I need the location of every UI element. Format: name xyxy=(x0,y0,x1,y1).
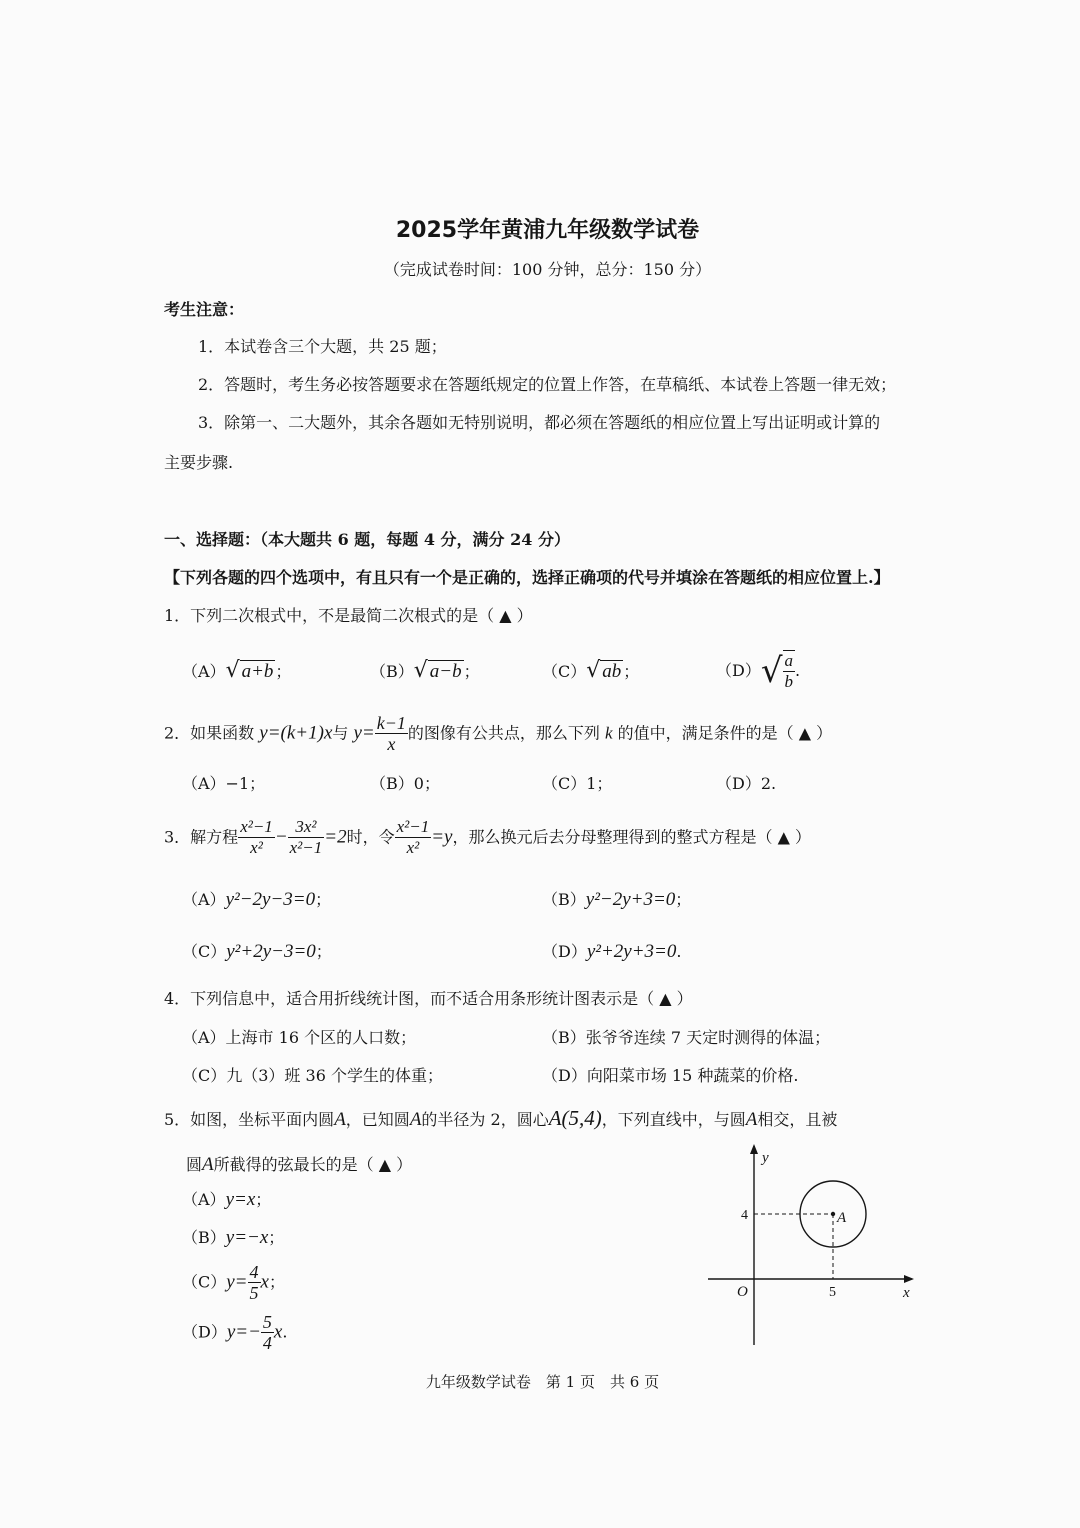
option-end: ； xyxy=(623,662,640,681)
q5-option-d: （D）y=− $\frac{5}{4}$ x. xyxy=(182,1312,288,1353)
notice-item-2: 2．答题时，考生务必按答题要求在答题纸规定的位置上作答，在草稿纸、本试卷上答题一律无效； xyxy=(198,375,897,394)
fraction: $\frac{4}{5}$ xyxy=(249,1262,259,1303)
page-title: 2025学年黄浦九年级数学试卷 xyxy=(395,218,700,243)
q4-option-d: （D）向阳菜市场 15 种蔬菜的价格. xyxy=(542,1066,799,1085)
section-instruction: 【下列各题的四个选项中，有且只有一个是正确的，选择正确项的代号并填涂在答题纸的相应位置上.】 xyxy=(164,568,890,587)
q1-option-d xyxy=(716,650,800,692)
y-tick-label: 4 xyxy=(741,1208,748,1223)
q4-option-b: （B）张爷爷连续 7 天定时测得的体温； xyxy=(542,1028,831,1047)
q3-stem: 3．解方程 $\frac{\text{x²−1}}{\text{x²}}$ − $\frac{\text{3x²}}{\text{x²−1}}$ =2时，令 $\frac{\text{x²−1}}{\text{x²}}$ =y，那么换元后去分母整理得到的整式方程是（ ▲ ） xyxy=(164,817,811,857)
page-subtitle: （完成试卷时间：100 分钟，总分：150 分） xyxy=(383,260,712,279)
fraction: $\frac{\text{3x²}}{\text{x²−1}}$ xyxy=(289,817,323,857)
point-a-label: A xyxy=(837,1210,847,1226)
q1-option-a xyxy=(182,660,291,682)
q5-option-a: （A）y=x； xyxy=(182,1189,272,1210)
y-axis-label: y xyxy=(762,1150,769,1166)
q5-option-c: （C）y= $\frac{4}{5}$ x； xyxy=(182,1262,285,1303)
q4-stem: 4．下列信息中，适合用折线统计图，而不适合用条形统计图表示是（ ▲ ） xyxy=(164,989,693,1008)
notice-item-3-cont: 主要步骤. xyxy=(164,453,234,472)
origin-label: O xyxy=(737,1284,748,1300)
q4-option-a: （A）上海市 16 个区的人口数； xyxy=(182,1028,417,1047)
option-end: . xyxy=(795,661,801,680)
q3-option-a: （A）y²−2y−3=0； xyxy=(182,889,332,910)
option-expr: a−b xyxy=(429,661,462,682)
q2-expr1: y=(k+1)x xyxy=(259,722,333,744)
q2-option-c: （C）1； xyxy=(542,774,613,793)
q1-option-b xyxy=(370,660,480,682)
notice-item-3: 3．除第一、二大题外，其余各题如无特别说明，都必须在答题纸的相应位置上写出证明或计算的 xyxy=(198,413,881,432)
y-axis-arrow-icon xyxy=(750,1144,758,1154)
fraction: $\frac{\text{x²−1}}{\text{x²}}$ xyxy=(240,817,273,857)
option-expr: a+b xyxy=(241,661,274,682)
q2-option-b: （B）0； xyxy=(370,774,440,793)
coordinate-figure xyxy=(700,1140,930,1350)
sqrt-icon: √ xyxy=(586,658,601,683)
option-expr: ab xyxy=(602,661,622,682)
option-label: （C） xyxy=(542,662,587,681)
q5-stem: 5．如图，坐标平面内圆A，已知圆A的半径为 2，圆心A(5,4)，下列直线中，与圆A相交，且被 xyxy=(164,1106,838,1130)
q1-stem: 1．下列二次根式中，不是最简二次根式的是（ ▲ ） xyxy=(164,606,533,625)
fraction: $\frac{5}{4}$ xyxy=(262,1312,272,1353)
option-label: （A） xyxy=(182,662,226,681)
fraction: $\frac{k-1}{x}$ xyxy=(376,713,406,754)
x-axis-label: x xyxy=(903,1285,910,1301)
option-label: （B） xyxy=(370,662,414,681)
option-end: ； xyxy=(463,662,480,681)
section-heading: 一、选择题：（本大题共 6 题，每题 4 分，满分 24 分） xyxy=(164,530,570,549)
q2-lhs: y= xyxy=(353,722,375,744)
q2-option-a: （A）−1； xyxy=(182,774,266,793)
q3-option-d: （D）y²+2y+3=0. xyxy=(542,941,682,962)
q4-option-c: （C）九（3）班 36 个学生的体重； xyxy=(182,1066,443,1085)
q5-option-b: （B）y=−x； xyxy=(182,1227,285,1248)
q1-option-c xyxy=(542,660,639,682)
x-tick-label: 5 xyxy=(829,1285,836,1300)
option-end: ； xyxy=(275,662,292,681)
notice-heading: 考生注意： xyxy=(164,300,245,319)
sqrt-icon: √ xyxy=(413,658,428,683)
page-footer: 九年级数学试卷 第 1 页 共 6 页 xyxy=(425,1373,660,1391)
q5-stem-cont: 圆A所截得的弦最长的是（ ▲ ） xyxy=(186,1154,413,1175)
notice-item-1: 1．本试卷含三个大题，共 25 题； xyxy=(198,337,447,356)
fraction: $\frac{\text{x²−1}}{\text{x²}}$ xyxy=(396,817,430,857)
q2-stem: 2．如果函数 y=(k+1)x与 y= $\frac{k-1}{x}$ 的图像有公共点，那么下列 k 的值中，满足条件的是（ ▲ ） xyxy=(164,713,833,754)
q3-option-c: （C）y²+2y−3=0； xyxy=(182,941,332,962)
q2-option-d: （D）2. xyxy=(716,774,777,793)
sqrt-icon: √ xyxy=(760,651,783,691)
x-axis-arrow-icon xyxy=(904,1275,914,1283)
fraction: $\frac{a}{b}$ xyxy=(784,651,794,691)
option-label: （D） xyxy=(716,661,761,680)
sqrt-icon: √ xyxy=(225,658,240,683)
q3-option-b: （B）y²−2y+3=0； xyxy=(542,889,692,910)
